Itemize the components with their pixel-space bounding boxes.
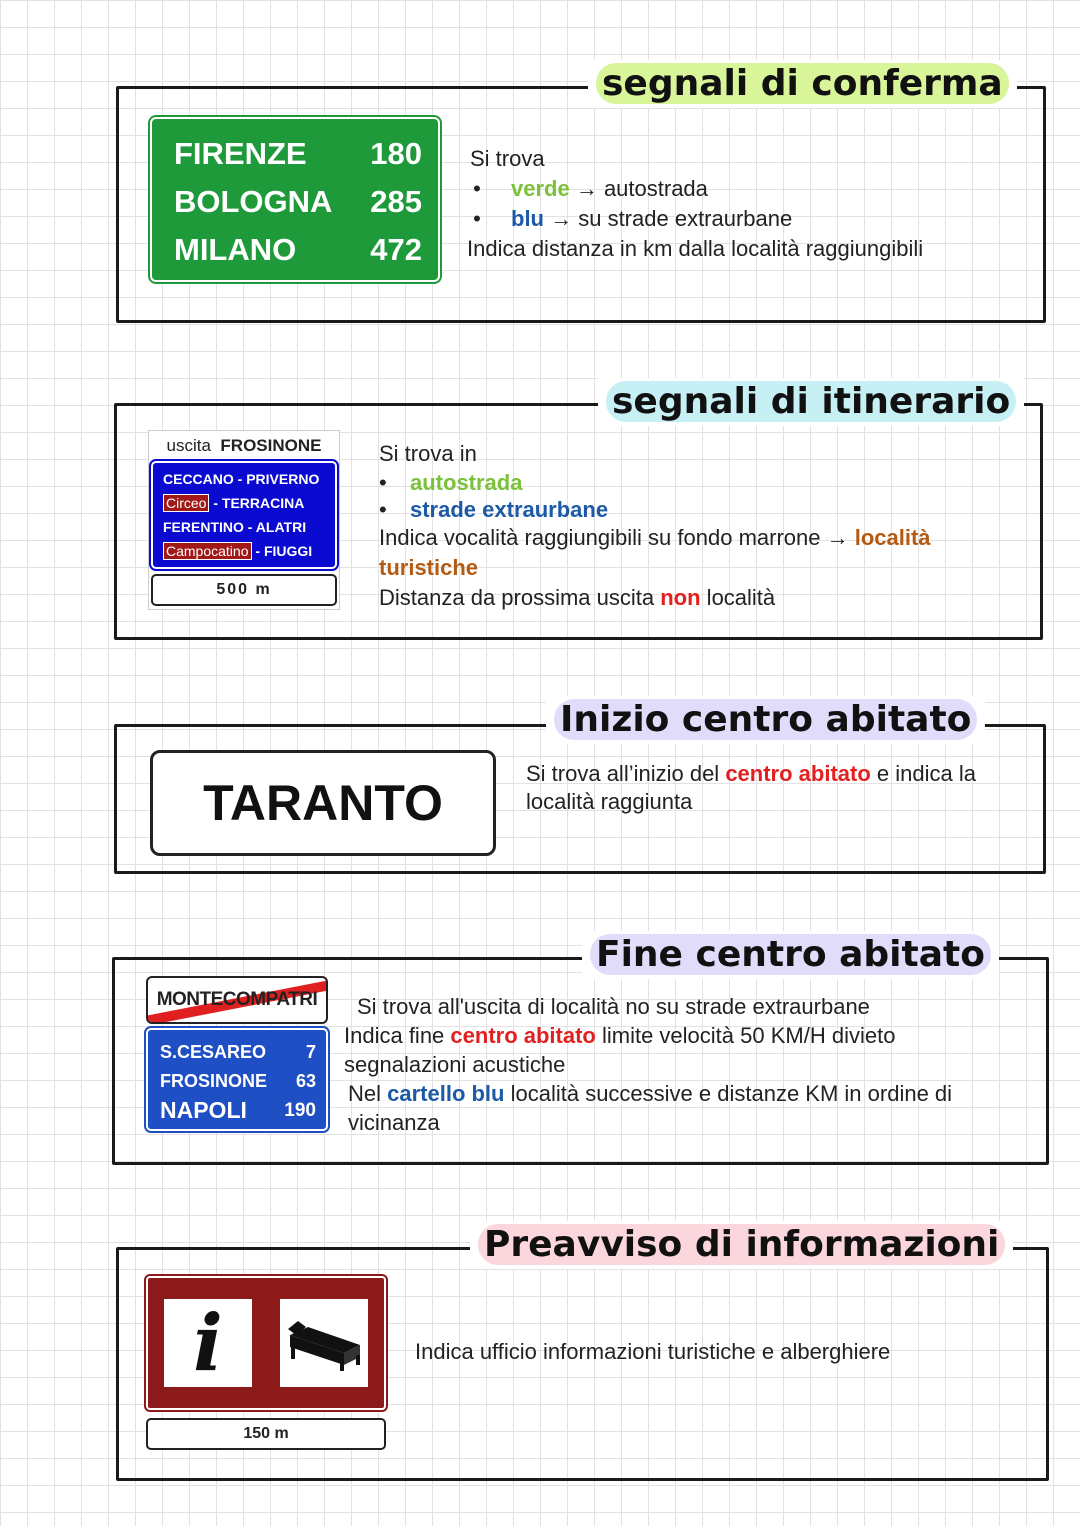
section-text: Si trova all'uscita di località no su strade extraurbane Indica fine centro abitato limite velocità 50 KM/H divieto segnalazioni acustiche Nel cartello blu località successive e distanze KM in ordine di vicinanza [344,994,953,1135]
section-title: segnali di itinerario [598,378,1024,426]
section-title: Preavviso di informazioni [470,1221,1013,1269]
section-text: Si trova in • autostrada • strade extraurbane Indica vocalità raggiungibili su fondo marrone → località turistiche Distanza da prossima uscita non località [379,441,931,610]
section-title: Inizio centro abitato [546,696,985,744]
section-text: Si trova all’inizio del centro abitato e indica la località raggiunta [526,761,976,814]
end-town-sign: MONTECOMPATRI S.CESAREO 7 FROSINONE 63 NAPOLI 190 [146,976,328,1132]
section-title: Fine centro abitato [582,931,999,979]
section-text: Si trova • verde → autostrada • blu → su strade extraurbane Indica distanza in km dalla località raggiungibili [467,146,924,261]
section-title: segnali di conferma [588,60,1017,108]
bed-icon [280,1299,368,1387]
info-sign: i 150 m [146,1276,386,1448]
itinerary-sign: uscita FROSINONE CECCANO - PRIVERNO Circeo - TERRACINA FERENTINO - ALATRI Campocatino - FIUGGI 500 m [148,430,340,610]
town-sign: TARANTO [150,750,496,856]
section-text: Indica ufficio informazioni turistiche e alberghiere [415,1339,891,1364]
green-distance-sign: FIRENZE 180 BOLOGNA 285 MILANO 472 [150,117,440,282]
info-icon: i [164,1299,252,1387]
